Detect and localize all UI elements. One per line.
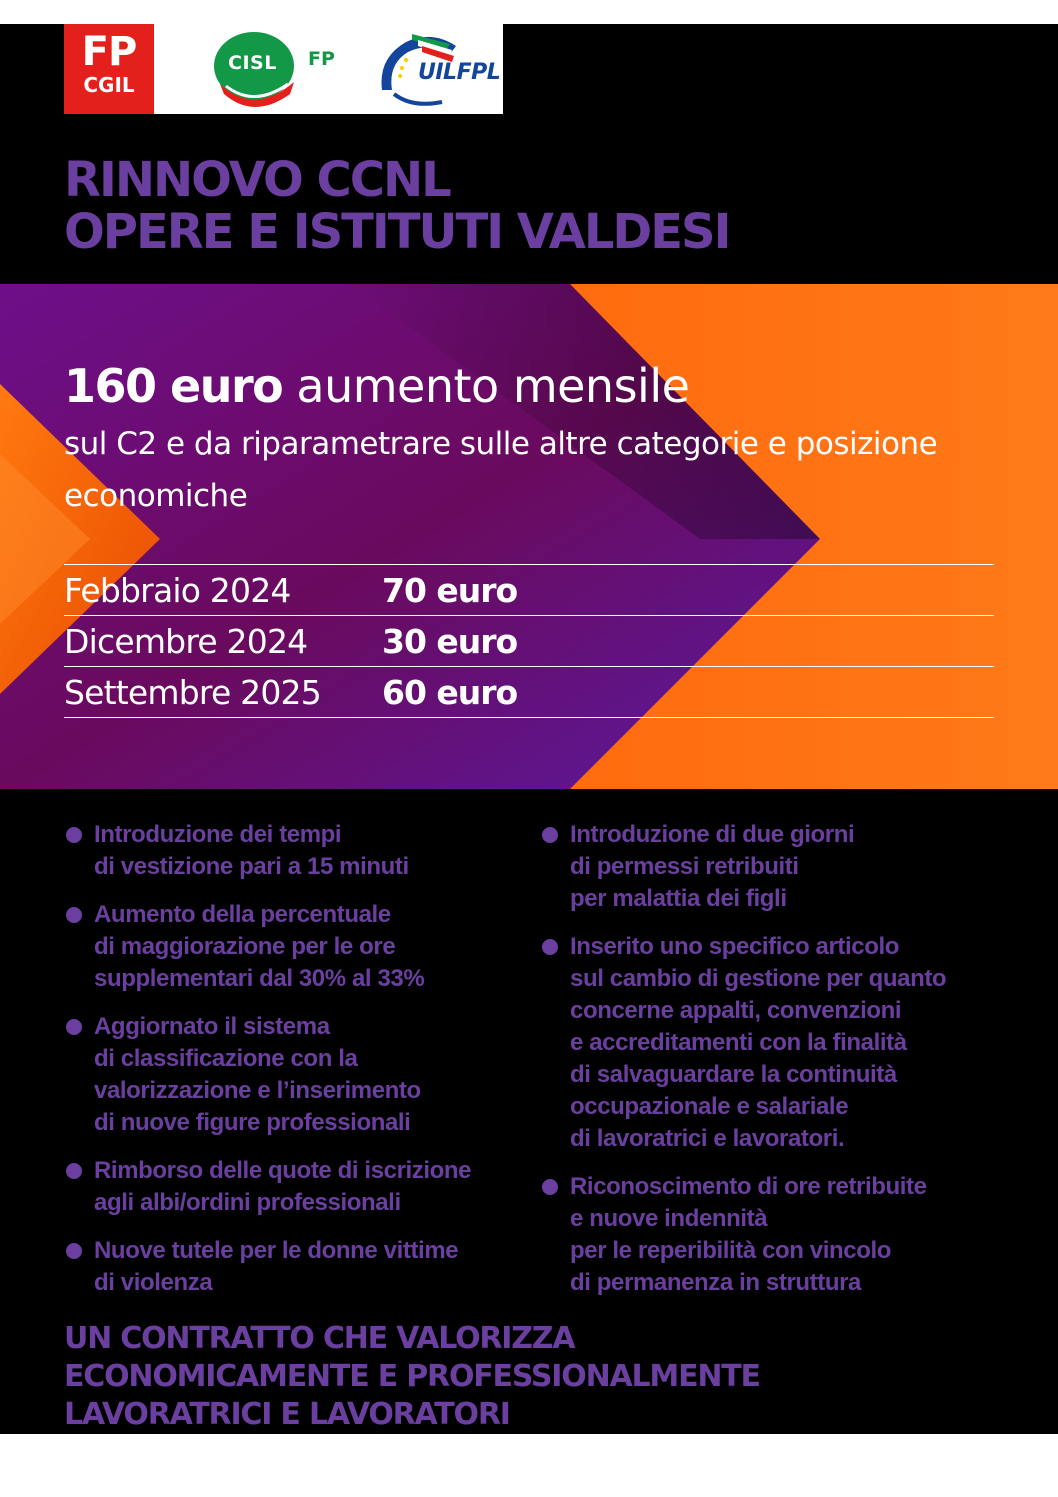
- schedule-date: Febbraio 2024: [64, 571, 291, 610]
- schedule-date: Dicembre 2024: [64, 622, 308, 661]
- list-item-text: Inserito uno specifico articolo sul cambio di gestione per quanto concerne appalti, convenzioni e accreditamenti con la finalità di salvaguardare la continuità occupazionale e salariale di lavoratrici e lavoratori.: [570, 933, 947, 1152]
- bullet-dot-icon: [66, 907, 82, 923]
- schedule-date: Settembre 2025: [64, 673, 321, 712]
- list-item-text: Nuove tutele per le donne vittime di violenza: [94, 1237, 459, 1296]
- fp-cgil-logo-line2: CGIL: [83, 73, 135, 97]
- list-item-text: Introduzione dei tempi di vestizione pari a 15 minuti: [94, 821, 409, 880]
- list-item: [540, 819, 1010, 915]
- bullet-dot-icon: [542, 1179, 558, 1195]
- headline-subtext: sul C2 e da riparametrare sulle altre categorie e posizione economiche: [64, 426, 938, 514]
- bullet-dot-icon: [542, 939, 558, 955]
- page-title-line2: OPERE E ISTITUTI VALDESI: [64, 204, 730, 260]
- bullet-dot-icon: [542, 827, 558, 843]
- bullet-list-left: [64, 819, 524, 1315]
- footer-line2: ECONOMICAMENTE E PROFESSIONALMENTE: [64, 1359, 760, 1394]
- footer-line3: LAVORATRICI E LAVORATORI: [64, 1397, 510, 1432]
- headline-text: aumento mensile: [296, 359, 690, 413]
- page-title: [64, 154, 729, 258]
- bullet-list-right: [540, 819, 1010, 1315]
- headline: [64, 360, 689, 412]
- cisl-logo-name: CISL: [228, 52, 277, 74]
- list-item: [540, 931, 1010, 1155]
- page-title-line1: RINNOVO CCNL: [64, 152, 450, 208]
- uil-fpl-logo: [372, 28, 503, 110]
- list-item-text: Rimborso delle quote di iscrizione agli albi/ordini professionali: [94, 1157, 472, 1216]
- uil-logo-name: UILFPL: [418, 60, 501, 85]
- footer-slogan: [64, 1320, 760, 1434]
- bullet-dot-icon: [66, 827, 82, 843]
- list-item: [64, 1155, 524, 1219]
- hero-banner: [0, 284, 1058, 789]
- schedule-amount: 60 euro: [382, 673, 518, 712]
- schedule-amount: 70 euro: [382, 571, 518, 610]
- logo-strip: [64, 24, 503, 114]
- schedule-row: [64, 666, 994, 718]
- list-item-text: Riconoscimento di ore retribuite e nuove indennità per le reperibilità con vincolo di permanenza in struttura: [570, 1173, 927, 1296]
- cisl-logo-suffix: FP: [308, 48, 335, 70]
- bullet-dot-icon: [66, 1019, 82, 1035]
- list-item: [64, 1011, 524, 1139]
- list-item: [540, 1171, 1010, 1299]
- bullet-dot-icon: [66, 1243, 82, 1259]
- poster: [0, 24, 1058, 1434]
- list-item: [64, 899, 524, 995]
- schedule-row: [64, 615, 994, 666]
- list-item: [64, 1235, 524, 1299]
- cisl-fp-logo: [212, 28, 344, 110]
- list-item-text: Introduzione di due giorni di permessi retribuiti per malattia dei figli: [570, 821, 855, 912]
- footer-line1: UN CONTRATTO CHE VALORIZZA: [64, 1321, 575, 1356]
- schedule-amount: 30 euro: [382, 622, 518, 661]
- list-item: [64, 819, 524, 883]
- schedule-row: [64, 564, 994, 615]
- fp-cgil-logo: [64, 24, 154, 114]
- increase-schedule: [64, 564, 994, 718]
- bullet-dot-icon: [66, 1163, 82, 1179]
- headline-amount: 160 euro: [64, 359, 283, 413]
- list-item-text: Aggiornato il sistema di classificazione con la valorizzazione e l’inserimento di nuove figure professionali: [94, 1013, 421, 1136]
- fp-cgil-logo-line1: FP: [81, 29, 137, 75]
- list-item-text: Aumento della percentuale di maggiorazione per le ore supplementari dal 30% al 33%: [94, 901, 425, 992]
